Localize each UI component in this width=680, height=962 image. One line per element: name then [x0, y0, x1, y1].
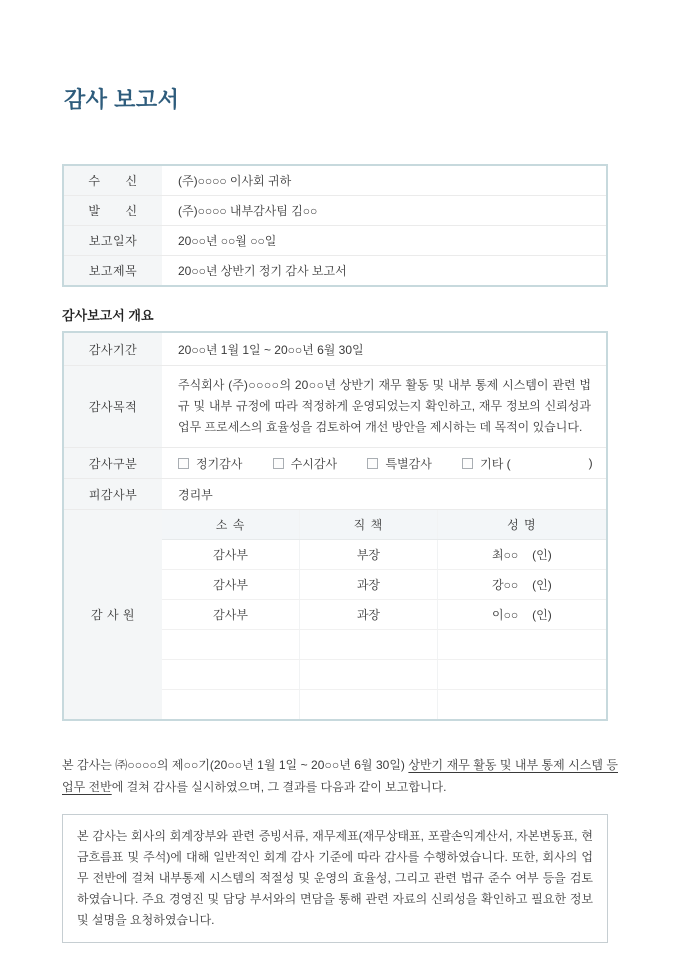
column-header-dept: 소 속 — [162, 510, 300, 540]
table-row — [63, 479, 607, 510]
table-row — [63, 366, 607, 448]
auditor-empty-row — [162, 690, 606, 720]
table-row — [63, 332, 607, 366]
sender-value: (주)○○○○ 내부감사팀 김○○ — [162, 196, 607, 226]
table-row — [63, 256, 607, 287]
audit-period-value: 20○○년 1월 1일 ~ 20○○년 6월 30일 — [162, 332, 607, 366]
checkbox-label: 기타 ( — [480, 456, 511, 471]
report-title-label: 보고제목 — [63, 256, 162, 287]
seal-mark: (인) — [532, 548, 552, 562]
recipient-value: (주)○○○○ 이사회 귀하 — [162, 165, 607, 196]
auditor-row — [162, 600, 606, 630]
checkbox-occasional-audit[interactable] — [273, 458, 284, 469]
seal-mark: (인) — [532, 578, 552, 592]
seal-mark: (인) — [532, 608, 552, 622]
auditor-dept: 감사부 — [162, 570, 300, 600]
table-row — [63, 196, 607, 226]
checkbox-label: 수시감사 — [290, 456, 338, 471]
summary-text-underlined: 상반기 재무 활동 및 내부 통제 시스템 등 업무 전반 — [62, 758, 618, 794]
audit-type-option-other — [462, 455, 593, 472]
sender-label: 발 신 — [63, 196, 162, 226]
table-header-row — [162, 510, 606, 540]
report-title-value: 20○○년 상반기 정기 감사 보고서 — [178, 264, 347, 278]
report-date-value: 20○○년 ○○월 ○○일 — [162, 226, 607, 256]
overview-table — [62, 331, 608, 721]
audit-type-label: 감사구분 — [63, 448, 162, 479]
audit-period-label: 감사기간 — [63, 332, 162, 366]
table-row — [63, 165, 607, 196]
auditor-dept: 감사부 — [162, 540, 300, 570]
auditor-name-cell — [437, 540, 606, 570]
overview-section-title: 감사보고서 개요 — [62, 308, 154, 323]
auditor-title: 과장 — [300, 600, 438, 630]
auditor-name: 최○○ — [492, 548, 519, 562]
summary-paragraph — [62, 754, 618, 798]
auditor-name-cell — [437, 600, 606, 630]
auditors-label: 감 사 원 — [63, 510, 162, 721]
table-row — [63, 510, 607, 721]
audit-type-option-regular — [178, 455, 242, 472]
checkbox-regular-audit[interactable] — [178, 458, 189, 469]
report-date-label: 보고일자 — [63, 226, 162, 256]
auditor-row — [162, 540, 606, 570]
summary-text-post: 에 걸쳐 감사를 실시하였으며, 그 결과를 다음과 같이 보고합니다. — [111, 780, 447, 794]
audited-dept-value: 경리부 — [162, 479, 607, 510]
audit-type-option-special — [367, 455, 431, 472]
auditor-name-cell — [437, 570, 606, 600]
audit-purpose-value: 주식회사 (주)○○○○의 20○○년 상반기 재무 활동 및 내부 통제 시스템이 관련 법규 및 내부 규정에 따라 적정하게 운영되었는지 확인하고, 재무 정보의 신뢰성과 업무 프로세스의 효율성을 검토하여 개선 방안을 제시하는 데 목적이 있습니다. — [162, 366, 607, 448]
audit-purpose-label: 감사목적 — [63, 366, 162, 448]
audit-type-options — [162, 448, 607, 479]
auditor-name: 강○○ — [492, 578, 519, 592]
checkbox-other-audit[interactable] — [462, 458, 473, 469]
auditor-empty-row — [162, 630, 606, 660]
table-row — [63, 226, 607, 256]
other-close-paren: ) — [588, 456, 593, 470]
auditor-row — [162, 570, 606, 600]
audit-scope-box — [62, 814, 608, 943]
page-title: 감사 보고서 — [64, 87, 180, 112]
checkbox-label: 정기감사 — [196, 456, 243, 471]
auditor-dept: 감사부 — [162, 600, 300, 630]
audit-scope-text: 본 감사는 회사의 회계장부와 관련 증빙서류, 재무제표(재무상태표, 포괄손익계산서, 자본변동표, 현금흐름표 및 주석)에 대해 일반적인 회계 감사 기준에 따라 감사를 수행하였습니다. 또한, 회사의 업무 전반에 걸쳐 내부통제 시스템의 적절성 및 운영의 효율성, 그리고 관련 법규 준수 여부 등을 검토하였습니다. 주요 경영진 및 담당 부서와의 면담을 통해 관련 자료의 신뢰성을 확인하고 필요한 정보 및 설명을 요청하였습니다. — [77, 829, 593, 927]
auditors-table-cell — [162, 510, 607, 721]
report-header-table — [62, 164, 608, 287]
audit-type-option-occasional — [273, 455, 337, 472]
checkbox-label: 특별감사 — [385, 456, 432, 471]
column-header-name: 성 명 — [437, 510, 606, 540]
auditors-table — [162, 510, 606, 719]
checkbox-special-audit[interactable] — [367, 458, 378, 469]
auditor-title: 과장 — [300, 570, 438, 600]
auditor-title: 부장 — [300, 540, 438, 570]
summary-text-pre: 본 감사는 ㈜○○○○의 제○○기(20○○년 1월 1일 ~ 20○○년 6월 30일) — [62, 758, 409, 772]
column-header-title: 직 책 — [300, 510, 438, 540]
recipient-label: 수 신 — [63, 165, 162, 196]
audited-dept-label: 피감사부 — [63, 479, 162, 510]
auditor-name: 이○○ — [492, 608, 519, 622]
table-row — [63, 448, 607, 479]
auditor-empty-row — [162, 660, 606, 690]
